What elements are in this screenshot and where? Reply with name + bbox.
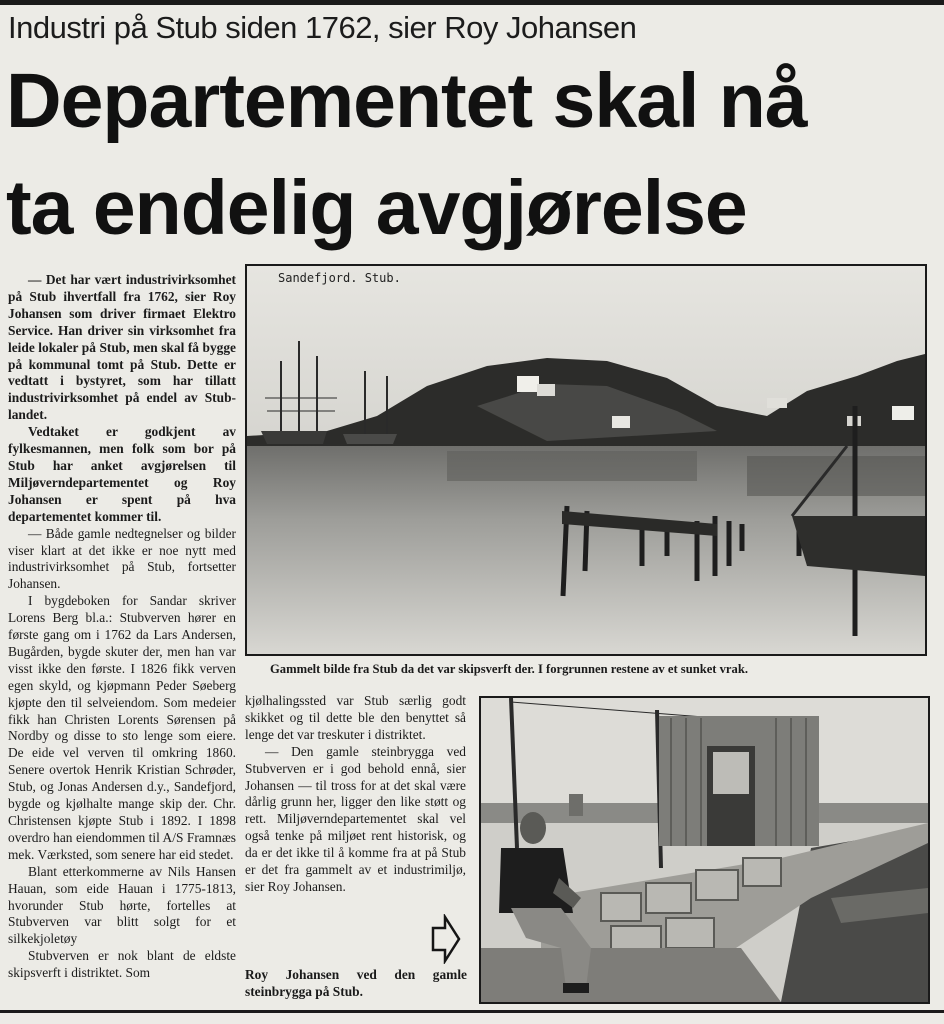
stone-pier-photo (479, 696, 930, 1004)
body-column-2 (245, 693, 466, 896)
paragraph: kjølhalingssted var Stub særlig godt skikket og til dette ble den benyttet så lenge det var treskuter i distriktet. (245, 693, 466, 742)
harbor-illustration (247, 266, 925, 654)
photo-1-caption: Gammelt bilde fra Stub da det var skipsverft der. I forgrunnen restene av et sunket vrak. (270, 662, 748, 676)
bottom-rule (0, 1010, 944, 1013)
historic-harbor-photo (245, 264, 927, 656)
top-rule (0, 0, 944, 5)
pier-illustration (481, 698, 928, 1002)
headline-line-2: ta endelig avgjørelse (6, 165, 747, 251)
headline-line-1: Departementet skal nå (6, 58, 807, 144)
paragraph: I bygdeboken for Sandar skriver Lorens Berg bl.a.: Stubverven hører en første gang om i 1762 da Lars Andersen, Bugården, bygde skuter der, men han var visst ikke den første. I 1826 fikk verven egen skyld, og kjøpmann Peder Søeberg kjøpte den til selveiendom. Som medeier fikk han Christen Lorents Sørensen på Nordby og disse to sto lenge som eiere. De eide vel verven til omkring 1860. Senere overtok Henrik Kristian Schrøder, Stub, og Jonas Andersen d.y., Sandefjord, bygde og kjølhalte mange skip der. Chr. Christensen kjøpte Stub i 1892. I 1898 overdro han eiendommen til A/S Framnæs mek. Værksted, som senere har eid stedet. (8, 593, 236, 862)
paragraph: Vedtaket er godkjent av fylkesmannen, men folk som bor på Stub har anket avgjørelsen til Miljøverndepartementet og Roy Johansen er spent på hva departementet kommer til. (8, 424, 236, 524)
arrow-right-icon (431, 914, 461, 964)
paragraph: — Både gamle nedtegnelser og bilder viser klart at det ikke er noe nytt med industrivirksomhet på Stub, fortsetter Johansen. (8, 525, 236, 592)
photo-stamp-label: Sandefjord. Stub. (278, 271, 401, 285)
kicker: Industri på Stub siden 1762, sier Roy Johansen (8, 10, 637, 45)
photo-2-caption: Roy Johansen ved den gamle steinbrygga på Stub. (245, 967, 467, 999)
paragraph: Blant etterkommerne av Nils Hansen Hauan, som eide Hauan i 1775-1813, hvorunder Stub hørte, fortelles at Stubverven var blitt solgt for et silkekjoletøy (8, 863, 236, 947)
paragraph: Stubverven er nok blant de eldste skipsverft i distriktet. Som (8, 948, 236, 981)
body-column-1 (8, 272, 236, 982)
paragraph: — Den gamle steinbrygga ved Stubverven er i god behold ennå, sier Johansen — til tross for at det skal være dårlig grunn her, ligger den like støtt og rett. Miljøverndepartementet skal vel også tenke på miljøet rent historisk, og da er det ikke til å komme fra at på Stub er det fra gammelt av et industrimiljø, sier Roy Johansen. (245, 743, 466, 894)
paragraph-lead: — Det har vært industrivirksomhet på Stub ihvertfall fra 1762, sier Roy Johansen som driver firmaet Elektro Service. Han driver sin virksomhet fra leide lokaler på Stub, men skal få bygge på kommunal tomt på Stub. Dette er vedtatt i bystyret, som har tillatt industrivirksomhet på endel av Stub-landet. (8, 272, 236, 423)
